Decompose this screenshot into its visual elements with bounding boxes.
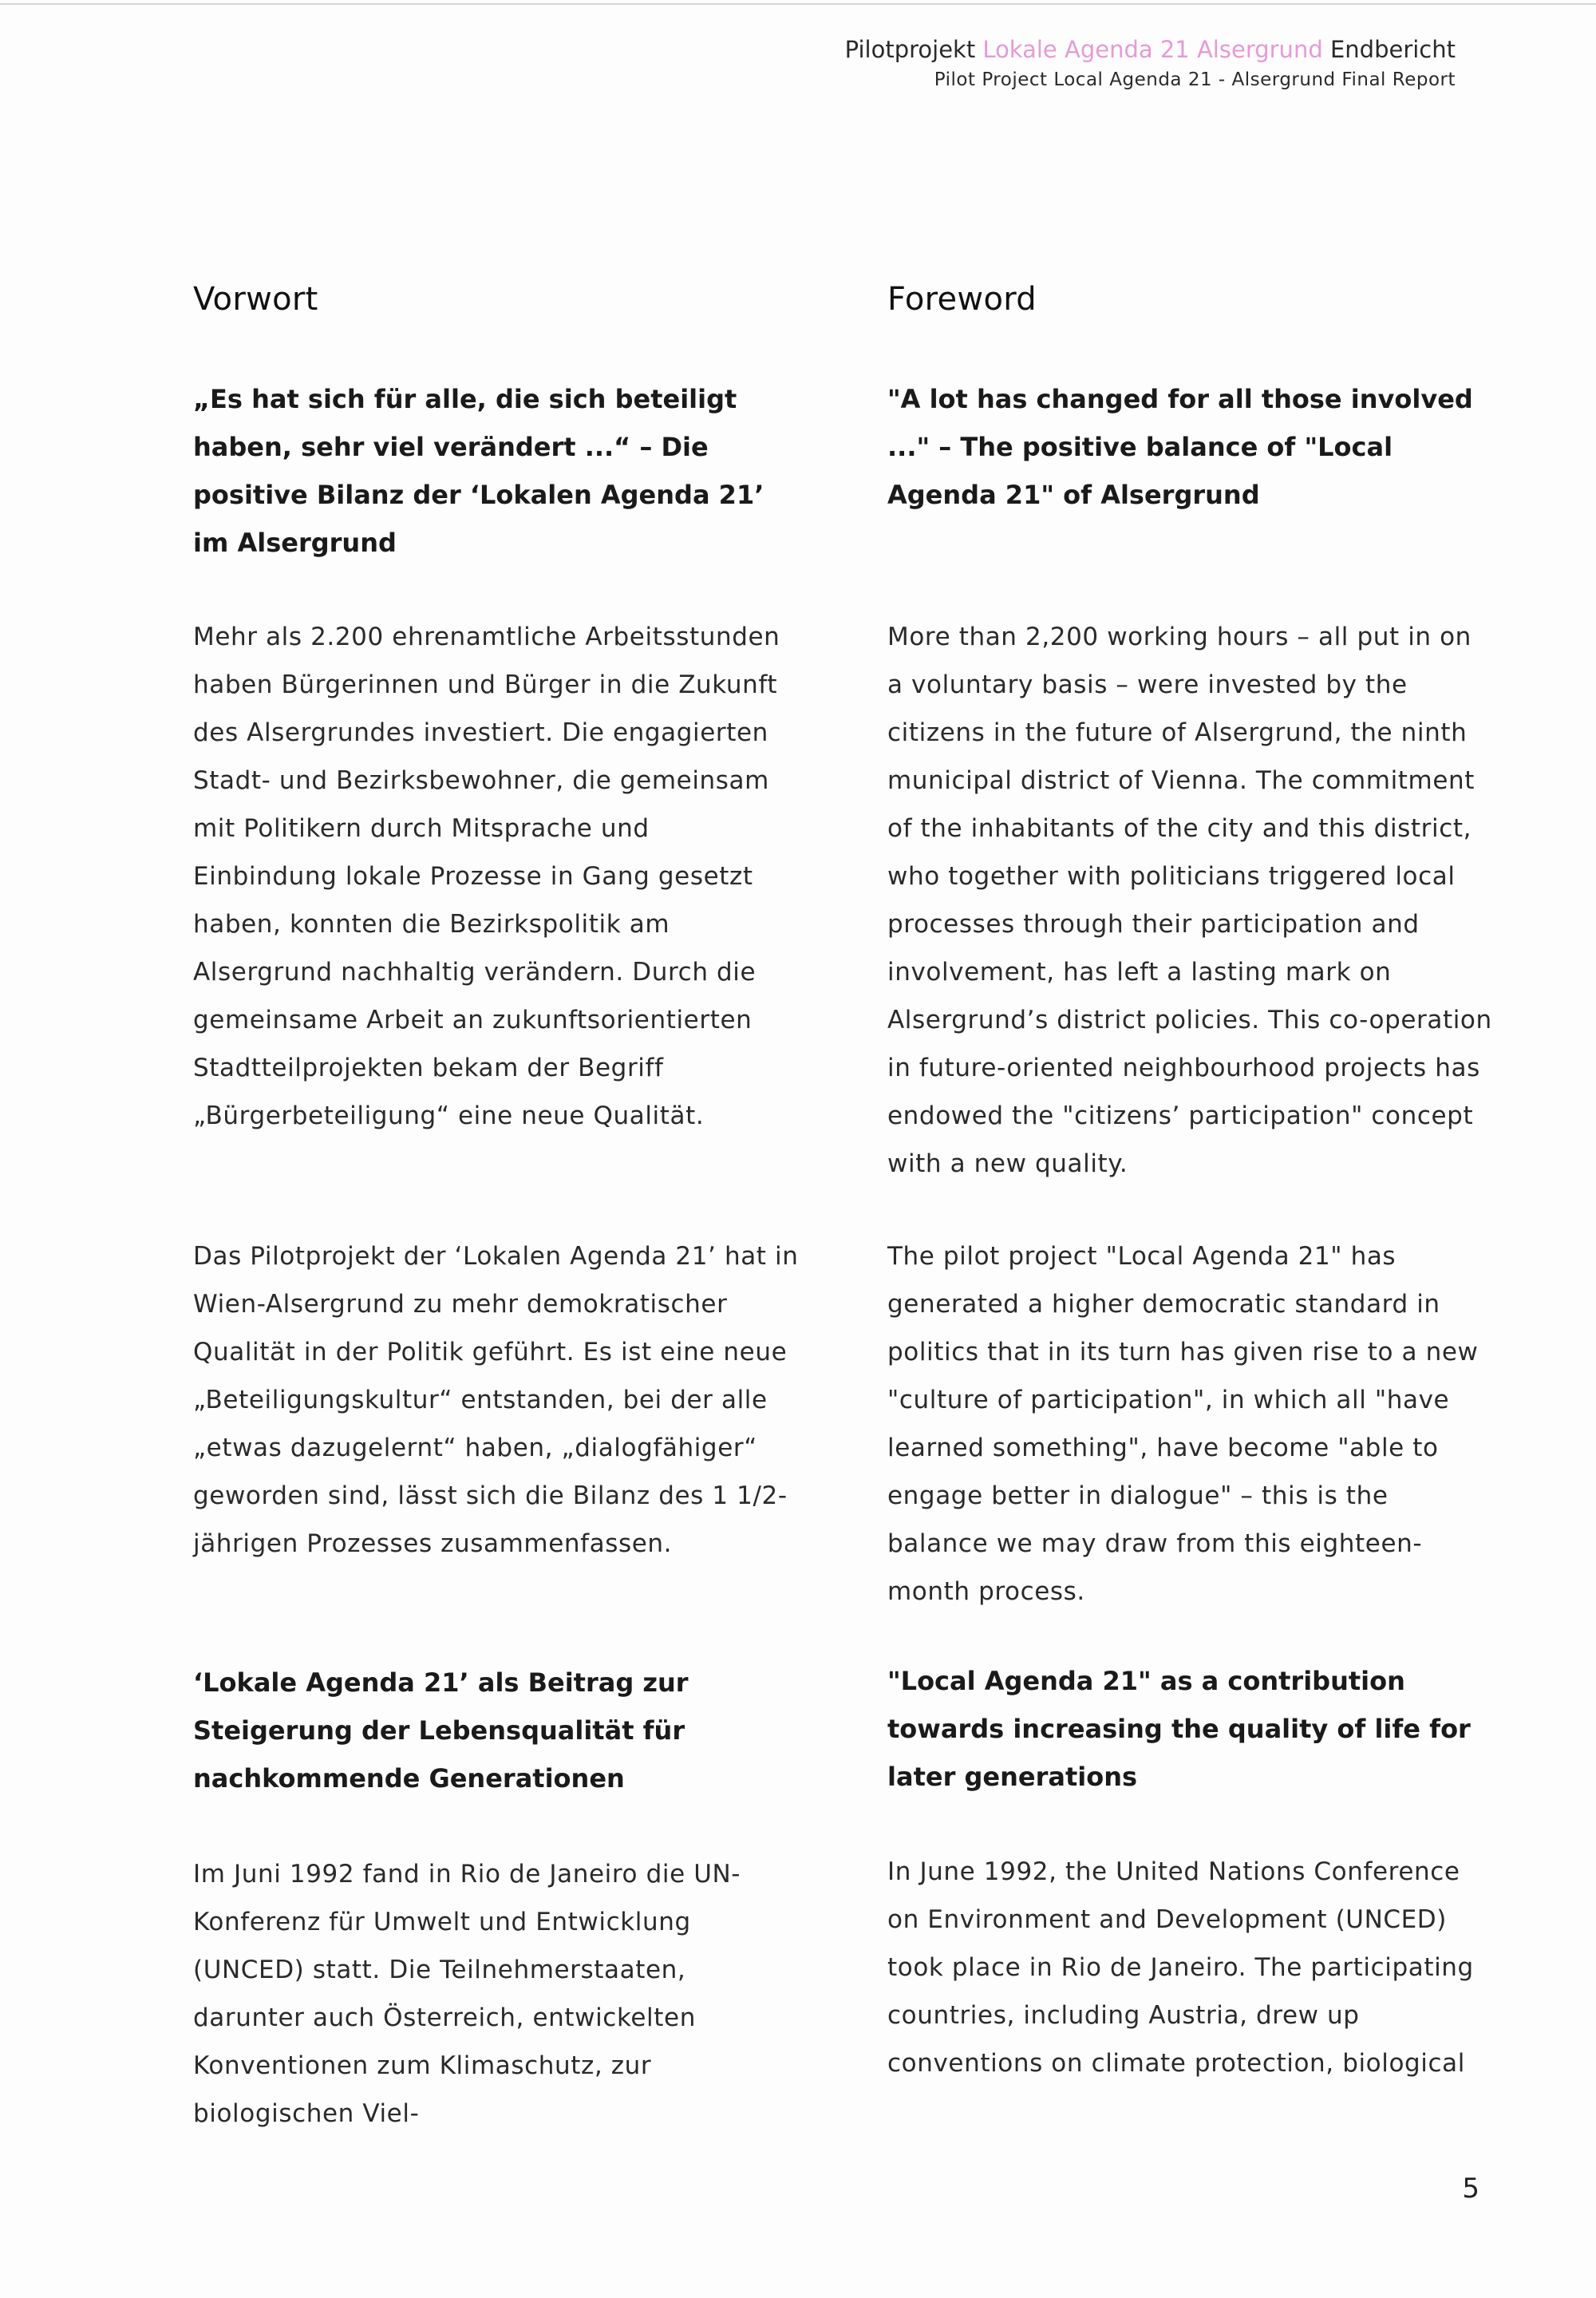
english-paragraph-3: In June 1992, the United Nations Conference on Environment and Development (UNCED) took place in Rio de Janeiro. The participating countries, including Austria, drew up conventions on climate protection, biological: [887, 1857, 1474, 2078]
header-subtitle: Pilot Project Local Agenda 21 - Alsergrund Final Report: [934, 69, 1456, 90]
page-number: 5: [1462, 2173, 1479, 2205]
header-pre: Pilotprojekt: [844, 36, 976, 63]
header-accent: Lokale Agenda 21 Alsergrund: [982, 36, 1323, 63]
english-paragraph-1: More than 2,200 working hours – all put in on a voluntary basis – were invested by the citizens in the future of Alsergrund, the ninth municipal district of Vienna. The commitment of the inhabitants of the city and this district, who together with politicians triggered local processes through their participation and involvement, has left a lasting mark on Alsergrund’s district policies. This co-operation in future-oriented neighbourhood projects has endowed the "citizens’ participation" concept with a new quality.: [887, 623, 1492, 1178]
english-subheading-1: "A lot has changed for all those involved ..." – The positive balance of "Local Agenda 21" of Alsergrund: [887, 384, 1473, 510]
german-paragraph-3: Im Juni 1992 fand in Rio de Janeiro die UN-Konferenz für Umwelt und Entwicklung (UNCED) statt. Die Teilnehmerstaaten, darunter auch Österreich, entwickelten Konventionen zum Klimaschutz, zur biologischen Viel-: [193, 1860, 741, 2128]
english-paragraph-2: The pilot project "Local Agenda 21" has generated a higher democratic standard in politics that in its turn has given rise to a new "culture of participation", in which all "have learned something", have become "able to engage better in dialogue" – this is the balance we may draw from this eighteen-month process.: [887, 1242, 1479, 1606]
top-rule: [0, 3, 1596, 5]
header-title: [845, 32, 1456, 67]
running-header: [845, 32, 1456, 93]
german-subheading-1: „Es hat sich für alle, die sich beteiligt haben, sehr viel verändert ...“ – Die positive Bilanz der ‘Lokalen Agenda 21’ im Alsergrund: [193, 384, 764, 558]
german-subheading-2: ‘Lokale Agenda 21’ als Beitrag zur Steigerung der Lebensqualität für nachkommende Generationen: [193, 1667, 689, 1794]
english-subheading-2: "Local Agenda 21" as a contribution towards increasing the quality of life for later generations: [887, 1666, 1471, 1792]
german-paragraph-1: Mehr als 2.200 ehrenamtliche Arbeitsstunden haben Bürgerinnen und Bürger in die Zukunft des Alsergrundes investiert. Die engagierten Stadt- und Bezirksbewohner, die gemeinsam mit Politikern durch Mitsprache und Einbindung lokale Prozesse in Gang gesetzt haben, konnten die Bezirkspolitik am Alsergrund nachhaltig verändern. Durch die gemeinsame Arbeit an zukunftsorientierten Stadtteilprojekten bekam der Begriff „Bürgerbeteiligung“ eine neue Qualität.: [193, 623, 780, 1130]
german-paragraph-2: Das Pilotprojekt der ‘Lokalen Agenda 21’ hat in Wien-Alsergrund zu mehr demokratischer Qualität in der Politik geführt. Es ist eine neue „Beteiligungskultur“ entstanden, bei der alle „etwas dazugelernt“ haben, „dialogfähiger“ geworden sind, lässt sich die Bilanz des 1 1/2-jährigen Prozesses zusammenfassen.: [193, 1242, 799, 1558]
header-post: Endbericht: [1329, 36, 1456, 63]
english-title: Foreword: [887, 281, 1037, 318]
german-title: Vorwort: [193, 281, 318, 318]
